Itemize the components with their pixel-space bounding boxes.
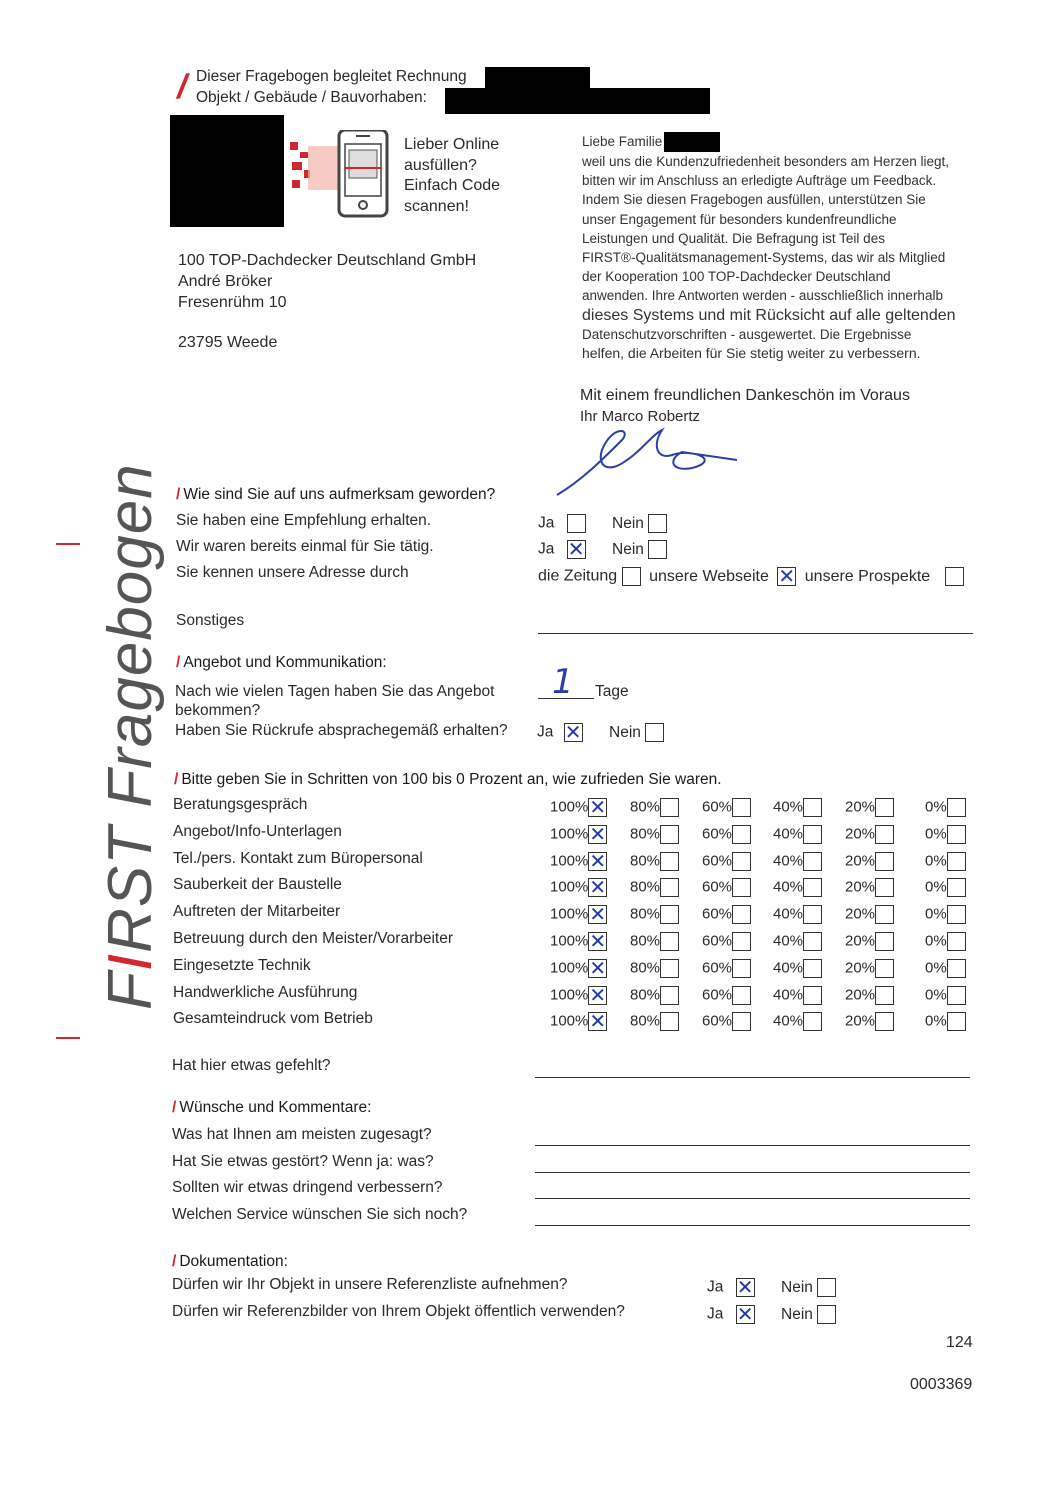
s1-q3: Sie kennen unsere Adresse durch <box>176 564 409 581</box>
rating-level-label: 40% <box>773 798 804 816</box>
rating-checkbox[interactable] <box>732 852 751 871</box>
rating-level-label: 20% <box>845 798 876 816</box>
rating-row-label: Handwerkliche Ausführung <box>173 984 358 1001</box>
rating-option <box>925 959 966 978</box>
rating-level-label: 20% <box>845 1012 876 1030</box>
rating-option <box>925 852 966 871</box>
rating-checkbox[interactable] <box>660 932 679 951</box>
s5-q2-ja-checkbox[interactable] <box>736 1305 755 1324</box>
nein-label: Nein <box>612 540 644 558</box>
rating-option <box>550 825 607 844</box>
rating-row-label: Sauberkeit der Baustelle <box>173 876 342 893</box>
rating-option <box>702 1012 751 1031</box>
rating-option <box>845 905 894 924</box>
s5-q1-nein-checkbox[interactable] <box>817 1278 836 1297</box>
letter-line: weil uns die Kundenzufriedenheit besonders am Herzen liegt, <box>582 154 949 169</box>
rating-checkbox[interactable] <box>803 1012 822 1031</box>
section5-title-text: Dokumentation: <box>179 1253 288 1270</box>
rating-option <box>845 932 894 951</box>
signature-scribble <box>552 420 752 505</box>
letter-line: helfen, die Arbeiten für Sie stetig weiter zu verbessern. <box>582 345 921 362</box>
missing-field[interactable] <box>535 1077 970 1078</box>
rating-checkbox[interactable] <box>588 852 607 871</box>
rating-level-label: 40% <box>773 905 804 923</box>
nein-label: Nein <box>609 723 641 741</box>
redacted-object <box>445 88 710 114</box>
rating-option <box>845 986 894 1005</box>
rating-checkbox[interactable] <box>875 959 894 978</box>
rating-option <box>845 852 894 871</box>
rating-option <box>925 1012 966 1031</box>
rating-checkbox[interactable] <box>875 798 894 817</box>
rating-level-label: 0% <box>925 1012 947 1030</box>
ja-label: Ja <box>538 540 555 558</box>
rating-option <box>630 905 679 924</box>
qr-promo-text <box>404 135 500 217</box>
rating-level-label: 20% <box>845 852 876 870</box>
rating-checkbox[interactable] <box>875 986 894 1005</box>
rating-level-label: 20% <box>845 959 876 977</box>
rating-option <box>550 798 607 817</box>
rating-level-label: 20% <box>845 878 876 896</box>
sidebar-rest: Fragebogen <box>96 463 165 826</box>
rating-option <box>773 852 822 871</box>
rating-level-label: 20% <box>845 825 876 843</box>
rating-checkbox[interactable] <box>803 986 822 1005</box>
rating-row-label: Eingesetzte Technik <box>173 957 311 974</box>
rating-checkbox[interactable] <box>660 825 679 844</box>
letter-line: Datenschutzvorschriften - ausgewertet. Die Ergebnisse <box>582 326 912 342</box>
rating-level-label: 100% <box>550 825 589 843</box>
rating-level-label: 40% <box>773 959 804 977</box>
rating-option <box>550 986 607 1005</box>
section1-title-text: Wie sind Sie auf uns aufmerksam geworden? <box>183 486 496 503</box>
redacted-logo <box>170 115 284 227</box>
s1-q1-answers <box>538 514 667 533</box>
rating-option <box>702 905 751 924</box>
rating-level-label: 80% <box>630 852 661 870</box>
rating-option <box>845 878 894 897</box>
s1-q1-ja-checkbox[interactable] <box>567 514 586 533</box>
rating-option <box>702 986 751 1005</box>
letter-line: Indem Sie diesen Fragebogen ausfüllen, unterstützen Sie <box>582 192 926 208</box>
rating-checkbox[interactable] <box>947 852 966 871</box>
rating-option <box>845 825 894 844</box>
option-webseite-checkbox[interactable] <box>777 567 796 586</box>
rating-checkbox[interactable] <box>947 1012 966 1031</box>
rating-level-label: 80% <box>630 878 661 896</box>
rating-option <box>630 932 679 951</box>
address-company: 100 TOP-Dachdecker Deutschland GmbH <box>178 252 477 269</box>
rating-level-label: 100% <box>550 852 589 870</box>
rating-level-label: 0% <box>925 798 947 816</box>
rating-option <box>925 932 966 951</box>
object-line: Objekt / Gebäude / Bauvorhaben: <box>196 89 427 106</box>
rating-level-label: 0% <box>925 905 947 923</box>
letter-line: dieses Systems und mit Rücksicht auf alle geltenden <box>582 306 956 324</box>
rating-option <box>630 959 679 978</box>
s4-q3: Sollten wir etwas dringend verbessern? <box>172 1179 443 1196</box>
rating-level-label: 60% <box>702 932 733 950</box>
s2-q2: Haben Sie Rückrufe absprachegemäß erhalten? <box>175 722 508 739</box>
rating-checkbox[interactable] <box>875 932 894 951</box>
rating-option <box>773 932 822 951</box>
redacted-family-name <box>664 132 720 152</box>
address-block <box>178 250 476 313</box>
rating-option <box>630 825 679 844</box>
rating-level-label: 0% <box>925 852 947 870</box>
rating-checkbox[interactable] <box>660 1012 679 1031</box>
address-person: André Bröker <box>178 273 273 290</box>
rating-checkbox[interactable] <box>803 878 822 897</box>
sidebar-first: FIRST <box>96 825 165 1010</box>
rating-level-label: 80% <box>630 798 661 816</box>
rating-level-label: 60% <box>702 905 733 923</box>
s5-q2-answers <box>707 1305 836 1324</box>
ja-label: Ja <box>707 1278 724 1296</box>
rating-checkbox[interactable] <box>875 825 894 844</box>
rating-level-label: 0% <box>925 825 947 843</box>
nein-label: Nein <box>781 1305 813 1323</box>
rating-level-label: 40% <box>773 1012 804 1030</box>
option-prospekte-checkbox[interactable] <box>945 567 964 586</box>
rating-option <box>550 878 607 897</box>
rating-level-label: 100% <box>550 878 589 896</box>
letter-line: Leistungen und Qualität. Die Befragung ist Teil des <box>582 230 885 246</box>
rating-level-label: 60% <box>702 825 733 843</box>
qr-promo-line: Lieber Online <box>404 136 500 153</box>
rating-option <box>773 825 822 844</box>
rating-checkbox[interactable] <box>947 932 966 951</box>
ja-label: Ja <box>537 723 554 741</box>
rating-row-label: Beratungsgespräch <box>173 796 308 813</box>
rating-level-label: 100% <box>550 986 589 1004</box>
rating-checkbox[interactable] <box>947 905 966 924</box>
sidebar-mark-bottom <box>56 1037 80 1039</box>
sidebar-title <box>95 463 166 1010</box>
rating-option <box>702 852 751 871</box>
rating-checkbox[interactable] <box>660 798 679 817</box>
s4-q4-field[interactable] <box>535 1225 970 1226</box>
s2-q1-line: Nach wie vielen Tagen haben Sie das Angebot <box>175 683 495 700</box>
rating-checkbox[interactable] <box>875 852 894 871</box>
qr-promo-line: scannen! <box>404 197 469 215</box>
rating-checkbox[interactable] <box>660 878 679 897</box>
rating-option <box>630 1012 679 1031</box>
days-value: 1 <box>552 662 574 702</box>
document-number: 0003369 <box>910 1376 973 1393</box>
rating-checkbox[interactable] <box>732 959 751 978</box>
section4-title-text: Wünsche und Kommentare: <box>179 1099 372 1116</box>
rating-level-label: 20% <box>845 986 876 1004</box>
rating-option <box>550 932 607 951</box>
header-accent-slash: / <box>173 68 192 106</box>
s5-q2-nein-checkbox[interactable] <box>817 1305 836 1324</box>
rating-level-label: 100% <box>550 932 589 950</box>
sidebar-mark-top <box>56 543 80 545</box>
rating-checkbox[interactable] <box>803 798 822 817</box>
rating-level-label: 80% <box>630 986 661 1004</box>
rating-level-label: 0% <box>925 959 947 977</box>
rating-checkbox[interactable] <box>660 986 679 1005</box>
tage-label: Tage <box>595 683 629 700</box>
rating-option <box>702 878 751 897</box>
rating-option <box>550 905 607 924</box>
section3-title: / Bitte geben Sie in Schritten von 100 bis 0 Prozent an, wie zufrieden Sie waren. <box>174 771 722 788</box>
s5-q1-answers <box>707 1278 836 1297</box>
s4-q4: Welchen Service wünschen Sie sich noch? <box>172 1206 468 1223</box>
rating-checkbox[interactable] <box>947 825 966 844</box>
qr-promo-line: ausfüllen? <box>404 156 477 174</box>
rating-option <box>702 932 751 951</box>
address-street: Fresenrühm 10 <box>178 294 287 311</box>
rating-option <box>630 852 679 871</box>
s5-q2: Dürfen wir Referenzbilder von Ihrem Objekt öffentlich verwenden? <box>172 1303 625 1320</box>
option-zeitung-label: die Zeitung <box>538 567 618 585</box>
letter-line: der Kooperation 100 TOP-Dachdecker Deutschland <box>582 269 891 285</box>
rating-option <box>773 905 822 924</box>
rating-row-label: Tel./pers. Kontakt zum Büropersonal <box>173 850 423 867</box>
s1-q2-nein-checkbox[interactable] <box>648 540 667 559</box>
rating-checkbox[interactable] <box>732 932 751 951</box>
letter-line: FIRST®-Qualitätsmanagement-Systems, das wir als Mitglied <box>582 250 946 266</box>
ja-label: Ja <box>538 514 555 532</box>
s1-q1-nein-checkbox[interactable] <box>648 514 667 533</box>
rating-checkbox[interactable] <box>803 932 822 951</box>
letter-closing: Mit einem freundlichen Dankeschön im Voraus <box>580 387 910 404</box>
rating-checkbox[interactable] <box>588 878 607 897</box>
rating-checkbox[interactable] <box>732 905 751 924</box>
nein-label: Nein <box>781 1278 813 1296</box>
sonstiges-label: Sonstiges <box>176 612 245 629</box>
rating-option <box>702 959 751 978</box>
rating-level-label: 40% <box>773 932 804 950</box>
rating-checkbox[interactable] <box>803 959 822 978</box>
rating-checkbox[interactable] <box>875 1012 894 1031</box>
page-number: 124 <box>946 1334 973 1351</box>
missing-label: Hat hier etwas gefehlt? <box>172 1057 331 1074</box>
invoice-line: Dieser Fragebogen begleitet Rechnung <box>196 68 467 85</box>
rating-level-label: 40% <box>773 986 804 1004</box>
rating-level-label: 40% <box>773 878 804 896</box>
rating-checkbox[interactable] <box>732 825 751 844</box>
ja-label: Ja <box>707 1305 724 1323</box>
rating-checkbox[interactable] <box>875 905 894 924</box>
rating-checkbox[interactable] <box>947 986 966 1005</box>
rating-row-label: Gesamteindruck vom Betrieb <box>173 1010 373 1027</box>
s1-q2: Wir waren bereits einmal für Sie tätig. <box>176 538 434 555</box>
rating-checkbox[interactable] <box>947 959 966 978</box>
rating-checkbox[interactable] <box>803 852 822 871</box>
section1-title: / Wie sind Sie auf uns aufmerksam geworden? <box>176 486 496 503</box>
rating-level-label: 80% <box>630 959 661 977</box>
rating-option <box>845 798 894 817</box>
rating-level-label: 100% <box>550 1012 589 1030</box>
rating-row-label: Auftreten der Mitarbeiter <box>173 903 341 920</box>
section5-title: / Dokumentation: <box>172 1253 288 1270</box>
rating-option <box>845 959 894 978</box>
rating-option <box>550 959 607 978</box>
rating-option <box>773 798 822 817</box>
rating-checkbox[interactable] <box>588 959 607 978</box>
letter-salutation: Liebe Familie <box>582 134 663 149</box>
s1-q1: Sie haben eine Empfehlung erhalten. <box>176 512 432 529</box>
qr-phone-icon <box>288 130 398 220</box>
rating-checkbox[interactable] <box>588 986 607 1005</box>
rating-level-label: 0% <box>925 878 947 896</box>
s2-q1-line: bekommen? <box>175 702 261 719</box>
s2-q2-ja-checkbox[interactable] <box>564 723 583 742</box>
rating-checkbox[interactable] <box>803 905 822 924</box>
rating-option <box>925 986 966 1005</box>
rating-checkbox[interactable] <box>588 932 607 951</box>
rating-checkbox[interactable] <box>732 798 751 817</box>
s4-q1: Was hat Ihnen am meisten zugesagt? <box>172 1126 432 1143</box>
letter-line: unser Engagement für besonders kundenfreundliche <box>582 211 897 227</box>
section2-title-text: Angebot und Kommunikation: <box>183 654 387 671</box>
redacted-invoice-number <box>485 67 590 90</box>
rating-checkbox[interactable] <box>732 986 751 1005</box>
rating-checkbox[interactable] <box>660 852 679 871</box>
rating-checkbox[interactable] <box>875 878 894 897</box>
rating-checkbox[interactable] <box>588 825 607 844</box>
s1-q2-ja-checkbox[interactable] <box>567 540 586 559</box>
rating-level-label: 100% <box>550 959 589 977</box>
rating-checkbox[interactable] <box>588 905 607 924</box>
s2-q2-nein-checkbox[interactable] <box>645 723 664 742</box>
letter-line: anwenden. Ihre Antworten werden - ausschließlich innerhalb <box>582 288 943 304</box>
rating-option <box>702 798 751 817</box>
letter-line: bitten wir im Anschluss an erledigte Aufträge um Feedback. <box>582 173 937 189</box>
s4-q2: Hat Sie etwas gestört? Wenn ja: was? <box>172 1153 434 1170</box>
address-city: 23795 Weede <box>178 334 278 351</box>
rating-level-label: 80% <box>630 825 661 843</box>
rating-checkbox[interactable] <box>732 1012 751 1031</box>
rating-option <box>630 878 679 897</box>
rating-option <box>845 1012 894 1031</box>
option-webseite-label: unsere Webseite <box>649 567 769 585</box>
letter-signer: Ihr Marco Robertz <box>580 408 701 425</box>
rating-checkbox[interactable] <box>588 798 607 817</box>
s4-q3-field[interactable] <box>535 1198 970 1199</box>
rating-option <box>773 986 822 1005</box>
rating-row-label: Angebot/Info-Unterlagen <box>173 823 342 840</box>
rating-option <box>550 852 607 871</box>
rating-checkbox[interactable] <box>660 959 679 978</box>
section3-title-text: Bitte geben Sie in Schritten von 100 bis 0 Prozent an, wie zufrieden Sie waren. <box>181 771 722 788</box>
rating-option <box>773 1012 822 1031</box>
rating-checkbox[interactable] <box>732 878 751 897</box>
option-zeitung-checkbox[interactable] <box>622 567 641 586</box>
s1-q3-answers <box>538 567 964 586</box>
s2-q2-answers <box>537 723 664 742</box>
rating-checkbox[interactable] <box>588 1012 607 1031</box>
section4-title: / Wünsche und Kommentare: <box>172 1099 372 1116</box>
rating-level-label: 100% <box>550 905 589 923</box>
rating-option <box>702 825 751 844</box>
rating-level-label: 60% <box>702 959 733 977</box>
rating-level-label: 0% <box>925 986 947 1004</box>
s2-q1 <box>175 682 494 720</box>
rating-option <box>925 825 966 844</box>
rating-level-label: 0% <box>925 932 947 950</box>
s5-q1: Dürfen wir Ihr Objekt in unsere Referenzliste aufnehmen? <box>172 1276 568 1293</box>
rating-option <box>773 959 822 978</box>
rating-level-label: 40% <box>773 825 804 843</box>
rating-level-label: 80% <box>630 932 661 950</box>
s4-q2-field[interactable] <box>535 1172 970 1173</box>
qr-promo-line: Einfach Code <box>404 177 501 194</box>
rating-checkbox[interactable] <box>947 798 966 817</box>
rating-option <box>925 878 966 897</box>
rating-level-label: 20% <box>845 905 876 923</box>
s5-q1-ja-checkbox[interactable] <box>736 1278 755 1297</box>
rating-option <box>925 798 966 817</box>
section2-title: / Angebot und Kommunikation: <box>176 654 387 671</box>
letter-body <box>582 132 992 363</box>
rating-checkbox[interactable] <box>660 905 679 924</box>
rating-level-label: 80% <box>630 905 661 923</box>
nein-label: Nein <box>612 514 644 532</box>
rating-checkbox[interactable] <box>947 878 966 897</box>
rating-level-label: 60% <box>702 986 733 1004</box>
option-prospekte-label: unsere Prospekte <box>804 567 931 585</box>
rating-checkbox[interactable] <box>803 825 822 844</box>
rating-level-label: 60% <box>702 798 733 816</box>
s1-q2-answers <box>538 540 667 559</box>
rating-level-label: 20% <box>845 932 876 950</box>
rating-level-label: 40% <box>773 852 804 870</box>
s4-q1-field[interactable] <box>535 1145 970 1146</box>
rating-option <box>630 986 679 1005</box>
rating-level-label: 60% <box>702 878 733 896</box>
rating-option <box>773 878 822 897</box>
sonstiges-field[interactable] <box>538 633 973 634</box>
rating-option <box>630 798 679 817</box>
rating-level-label: 100% <box>550 798 589 816</box>
rating-option <box>550 1012 607 1031</box>
rating-level-label: 60% <box>702 1012 733 1030</box>
rating-level-label: 80% <box>630 1012 661 1030</box>
rating-row-label: Betreuung durch den Meister/Vorarbeiter <box>173 930 454 947</box>
rating-level-label: 60% <box>702 852 733 870</box>
rating-option <box>925 905 966 924</box>
